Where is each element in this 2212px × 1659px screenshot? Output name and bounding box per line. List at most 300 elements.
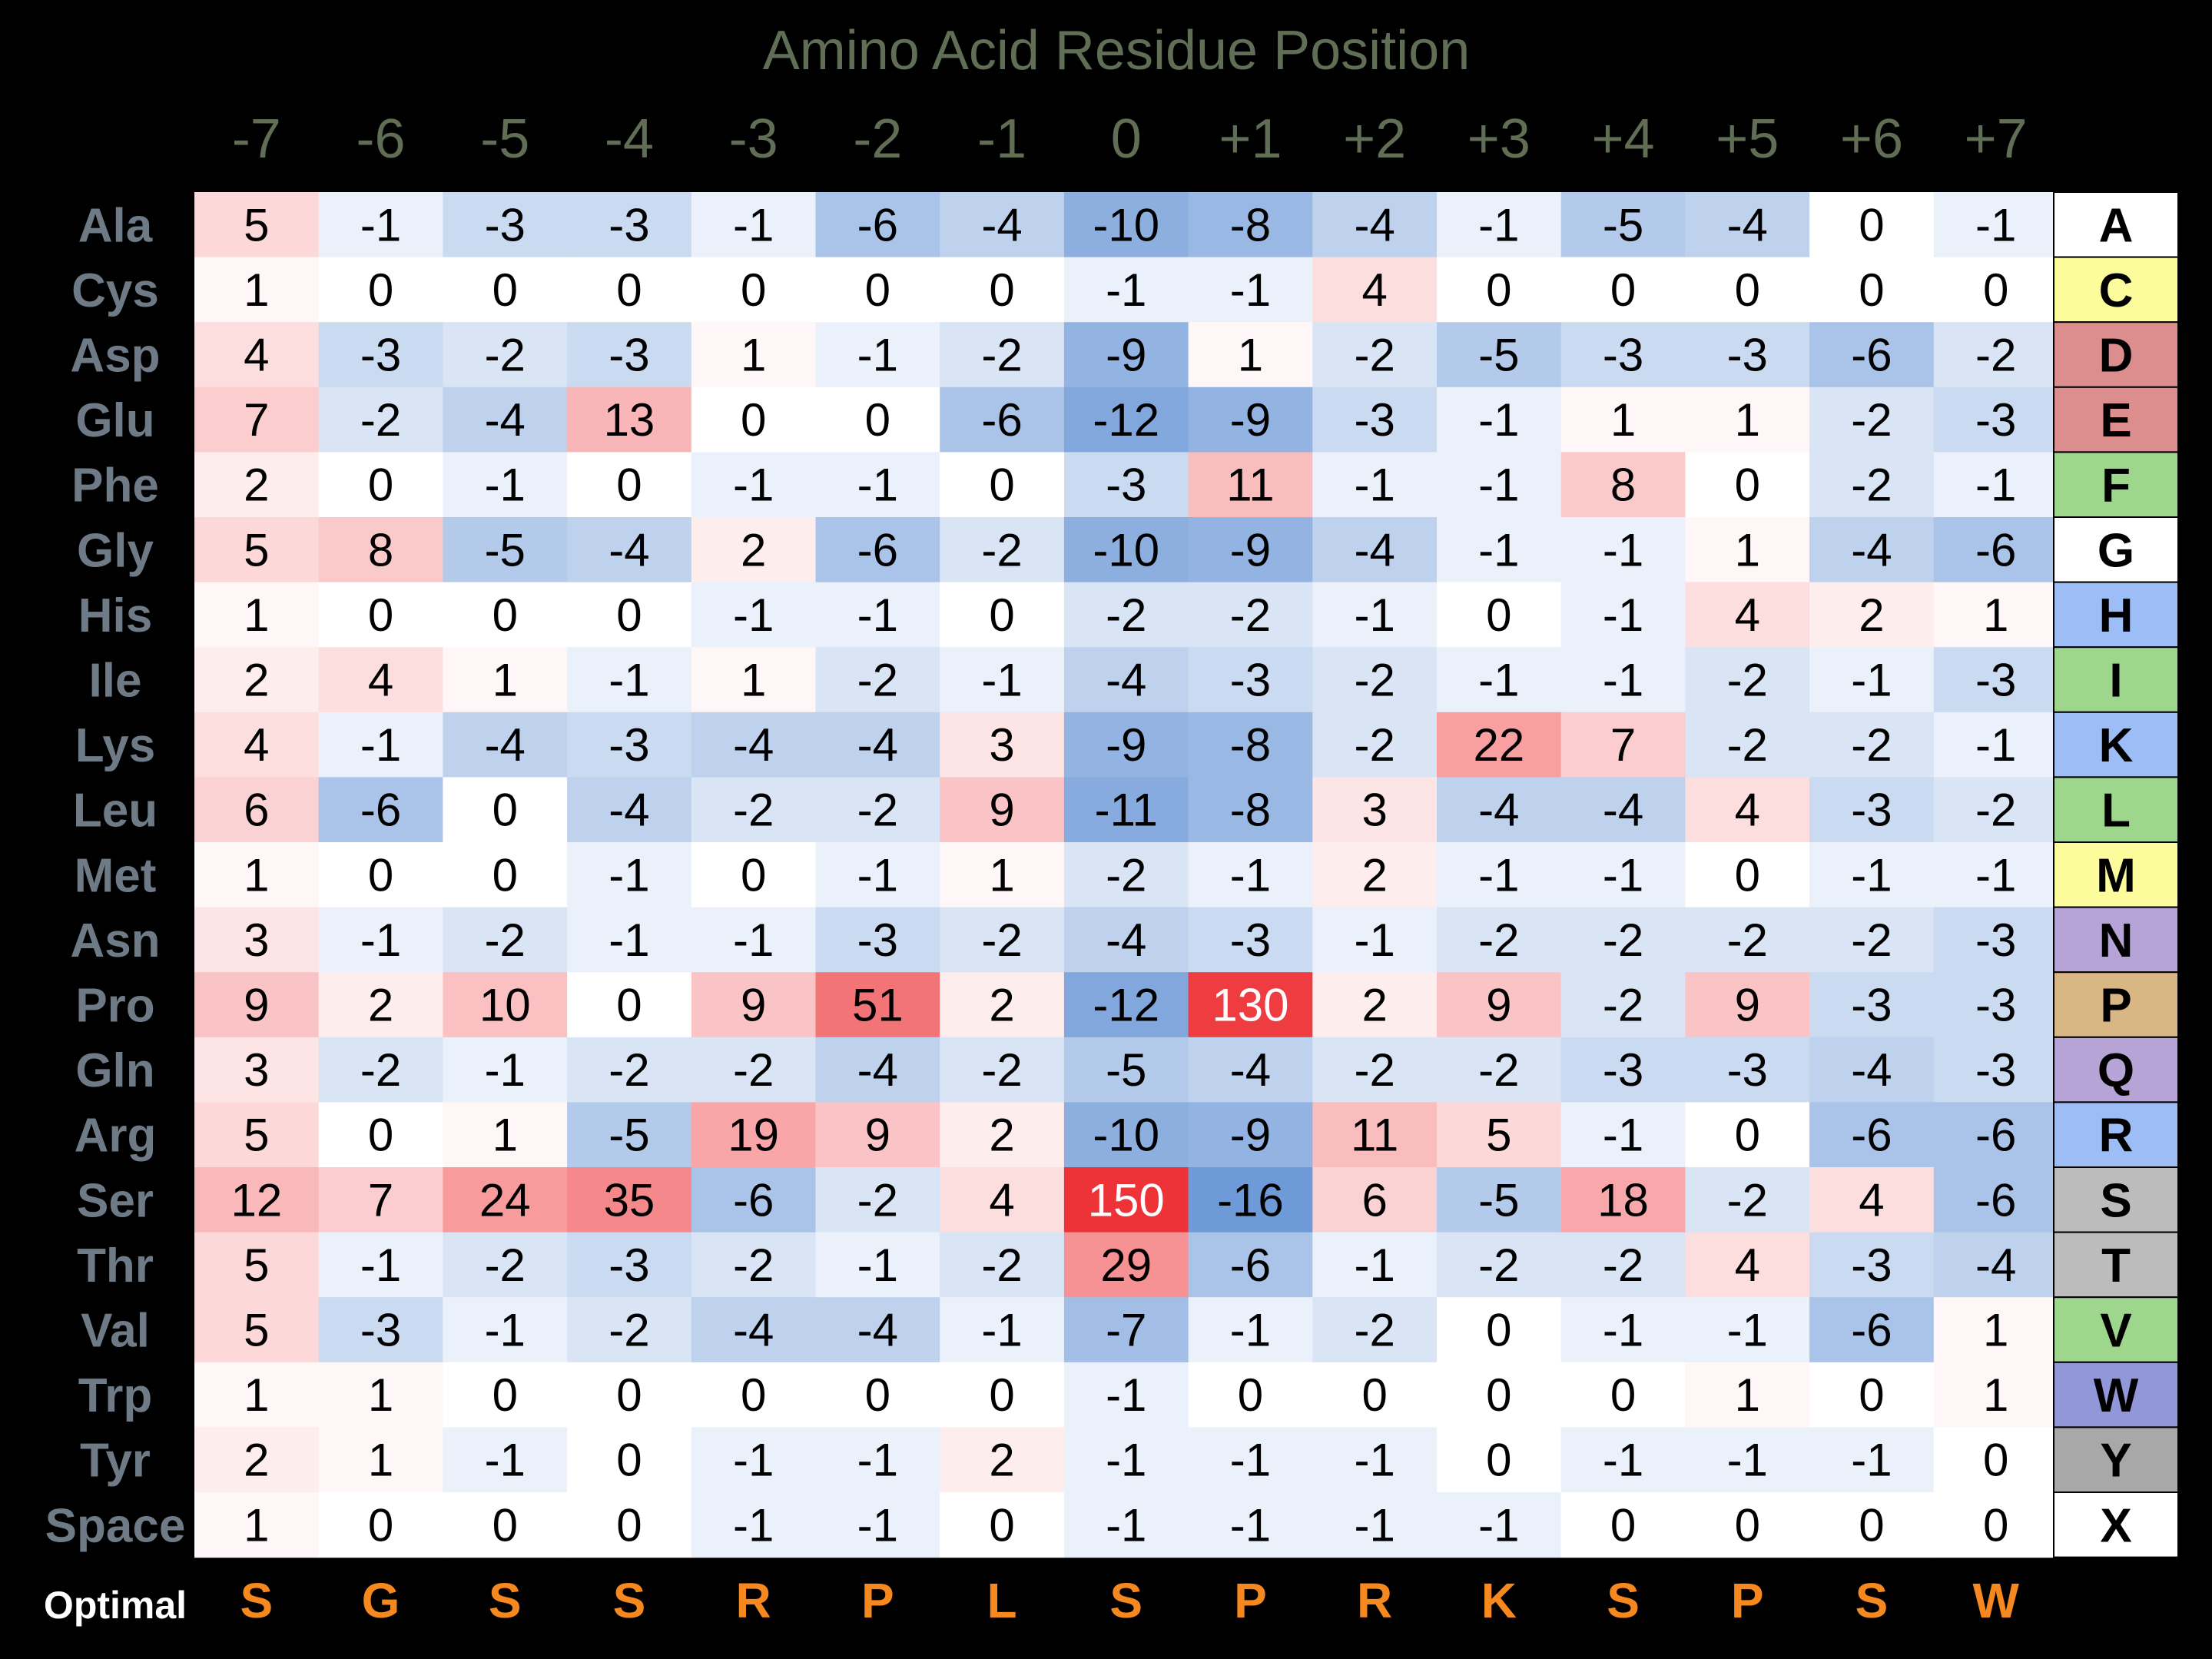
cell-value: -4 xyxy=(609,784,650,836)
cell-value: -1 xyxy=(1602,1304,1644,1356)
amino-acid-letter-column xyxy=(2054,192,2178,1558)
cell-value: -3 xyxy=(1975,914,2017,966)
cell-value: -1 xyxy=(732,459,774,511)
cell-value: 7 xyxy=(244,394,270,446)
cell-value: 0 xyxy=(492,849,518,901)
row-label: Ile xyxy=(88,654,142,708)
cell-value: 0 xyxy=(492,589,518,641)
cell-value: -1 xyxy=(360,199,402,251)
cell-value: -6 xyxy=(857,199,899,251)
column-labels xyxy=(232,108,2028,170)
cell-value: 4 xyxy=(1361,264,1388,316)
cell-value: 4 xyxy=(244,329,270,381)
cell-value: 6 xyxy=(244,784,270,836)
cell-value: 9 xyxy=(989,784,1015,836)
cell-value: -4 xyxy=(1354,199,1395,251)
cell-value: -1 xyxy=(360,719,402,771)
cell-value: 18 xyxy=(1597,1174,1649,1226)
cell-value: 0 xyxy=(989,1369,1015,1422)
cell-value: 0 xyxy=(1859,1499,1885,1551)
cell-value: 5 xyxy=(244,1109,270,1161)
cell-value: -3 xyxy=(1975,394,2017,446)
cell-value: 8 xyxy=(367,524,394,576)
cell-value: 0 xyxy=(616,459,642,511)
cell-value: -3 xyxy=(360,1304,402,1356)
cell-value: -3 xyxy=(1106,459,1147,511)
column-label: -6 xyxy=(356,108,406,170)
cell-value: -1 xyxy=(1478,654,1520,706)
cell-value: -1 xyxy=(1106,1499,1147,1551)
cell-value: -1 xyxy=(1478,849,1520,901)
cell-value: 8 xyxy=(1610,459,1637,511)
cell-value: -2 xyxy=(1726,1174,1768,1226)
row-label: Val xyxy=(81,1304,150,1358)
cell-value: -6 xyxy=(1975,1174,2017,1226)
cell-value: 2 xyxy=(989,979,1015,1031)
cell-value: 7 xyxy=(1610,719,1637,771)
cell-value: -2 xyxy=(1726,654,1768,706)
row-label: Ser xyxy=(77,1174,154,1228)
cell-value: -1 xyxy=(609,914,650,966)
cell-value: -1 xyxy=(1602,524,1644,576)
cell-value: 130 xyxy=(1212,979,1289,1031)
cell-value: 0 xyxy=(1982,1434,2009,1486)
cell-value: -1 xyxy=(1354,1434,1395,1486)
cell-value: 12 xyxy=(230,1174,283,1226)
cell-value: 4 xyxy=(1859,1174,1885,1226)
cell-value: -1 xyxy=(1229,1304,1272,1356)
cell-value: -1 xyxy=(1478,1499,1520,1551)
column-label: +1 xyxy=(1219,108,1282,170)
cell-value: -1 xyxy=(981,654,1023,706)
column-label: +3 xyxy=(1467,108,1530,170)
cell-value: -2 xyxy=(857,784,899,836)
cell-value: -10 xyxy=(1093,199,1160,251)
cell-value: -1 xyxy=(981,1304,1023,1356)
row-label: Gly xyxy=(77,524,154,578)
amino-acid-letter: G xyxy=(2097,524,2135,578)
cell-value: 4 xyxy=(367,654,394,706)
cell-value: -5 xyxy=(1602,199,1644,251)
cell-value: -2 xyxy=(484,914,526,966)
cell-value: 2 xyxy=(989,1434,1015,1486)
cell-value: 1 xyxy=(740,329,767,381)
cell-value: -1 xyxy=(484,1434,526,1486)
cell-value: 0 xyxy=(1982,1499,2009,1551)
cell-value: 1 xyxy=(1982,1369,2009,1422)
column-label: +6 xyxy=(1839,108,1903,170)
cell-value: 1 xyxy=(1734,394,1760,446)
column-label: -7 xyxy=(231,108,281,170)
cell-value: -4 xyxy=(484,394,526,446)
cell-value: -2 xyxy=(1478,1044,1520,1097)
cell-value: -2 xyxy=(857,654,899,706)
cell-value: -1 xyxy=(732,589,774,641)
cell-value: -2 xyxy=(981,1044,1023,1097)
cell-value: -4 xyxy=(1229,1044,1272,1097)
cell-value: -1 xyxy=(857,329,899,381)
cell-value: -3 xyxy=(1726,1044,1768,1097)
cell-value: -3 xyxy=(1229,914,1272,966)
cell-value: -1 xyxy=(1229,264,1272,316)
cell-value: 1 xyxy=(244,1369,270,1422)
cell-value: 0 xyxy=(740,1369,767,1422)
cell-value: -1 xyxy=(857,589,899,641)
cell-value: -1 xyxy=(1602,589,1644,641)
cell-value: -1 xyxy=(857,459,899,511)
cell-value: -1 xyxy=(484,459,526,511)
optimal-residue: S xyxy=(488,1573,522,1628)
cell-value: 0 xyxy=(1859,264,1885,316)
cell-value: -1 xyxy=(360,914,402,966)
heatmap-grid xyxy=(194,192,2058,1558)
row-label: Pro xyxy=(75,979,155,1033)
cell-value: 0 xyxy=(1610,1369,1637,1422)
cell-value: -1 xyxy=(857,1239,899,1291)
cell-value: -9 xyxy=(1229,524,1272,576)
cell-value: -4 xyxy=(1106,654,1147,706)
amino-acid-letter: N xyxy=(2098,914,2134,967)
cell-value: -1 xyxy=(1975,719,2017,771)
cell-value: 5 xyxy=(244,1304,270,1356)
cell-value: -1 xyxy=(1478,524,1520,576)
row-label: Ala xyxy=(78,199,153,253)
cell-value: -2 xyxy=(1851,719,1892,771)
cell-value: -1 xyxy=(1602,849,1644,901)
cell-value: -11 xyxy=(1094,784,1158,836)
cell-value: -2 xyxy=(1354,1304,1395,1356)
cell-value: -1 xyxy=(1975,849,2017,901)
cell-value: -2 xyxy=(1975,784,2017,836)
optimal-residue: P xyxy=(1234,1573,1267,1628)
cell-value: -4 xyxy=(1478,784,1520,836)
cell-value: 1 xyxy=(740,654,767,706)
cell-value: 0 xyxy=(1859,199,1885,251)
cell-value: 2 xyxy=(989,1109,1015,1161)
optimal-residue: K xyxy=(1481,1573,1517,1628)
cell-value: 0 xyxy=(1361,1369,1388,1422)
amino-acid-letter: V xyxy=(2100,1304,2132,1358)
cell-value: 1 xyxy=(1734,524,1760,576)
cell-value: 0 xyxy=(1859,1369,1885,1422)
cell-value: 1 xyxy=(492,1109,518,1161)
cell-value: 9 xyxy=(740,979,767,1031)
cell-value: -3 xyxy=(609,1239,650,1291)
cell-value: 0 xyxy=(1734,1499,1760,1551)
cell-value: 0 xyxy=(1486,264,1512,316)
cell-value: 1 xyxy=(244,1499,270,1551)
cell-value: 0 xyxy=(740,264,767,316)
cell-value: -1 xyxy=(1106,1369,1147,1422)
cell-value: -1 xyxy=(732,199,774,251)
cell-value: 1 xyxy=(1982,589,2009,641)
cell-value: 0 xyxy=(367,589,394,641)
cell-value: 2 xyxy=(244,654,270,706)
cell-value: -4 xyxy=(1851,1044,1892,1097)
optimal-residue: R xyxy=(735,1573,771,1628)
column-label: -5 xyxy=(480,108,530,170)
cell-value: 5 xyxy=(244,524,270,576)
cell-value: 0 xyxy=(616,979,642,1031)
cell-value: 0 xyxy=(1734,459,1760,511)
column-label: +5 xyxy=(1716,108,1779,170)
cell-value: 0 xyxy=(367,1499,394,1551)
cell-value: -1 xyxy=(1602,1434,1644,1486)
cell-value: -9 xyxy=(1106,329,1147,381)
cell-value: -3 xyxy=(1851,979,1892,1031)
cell-value: -2 xyxy=(732,1239,774,1291)
optimal-residue: L xyxy=(987,1573,1017,1628)
cell-value: 0 xyxy=(1486,1434,1512,1486)
amino-acid-letter: K xyxy=(2098,719,2134,773)
cell-value: -2 xyxy=(981,914,1023,966)
cell-value: 1 xyxy=(492,654,518,706)
cell-value: -2 xyxy=(981,329,1023,381)
cell-value: 10 xyxy=(479,979,531,1031)
cell-value: 9 xyxy=(1734,979,1760,1031)
cell-value: 1 xyxy=(244,589,270,641)
optimal-residue: G xyxy=(361,1573,400,1628)
cell-value: -1 xyxy=(1726,1304,1768,1356)
cell-value: 9 xyxy=(244,979,270,1031)
cell-value: 2 xyxy=(244,1434,270,1486)
row-label: Asp xyxy=(70,329,161,383)
cell-value: -1 xyxy=(1354,589,1395,641)
amino-acid-letter: F xyxy=(2101,459,2131,513)
cell-value: 0 xyxy=(989,589,1015,641)
cell-value: -2 xyxy=(732,784,774,836)
cell-value: 0 xyxy=(989,459,1015,511)
optimal-label: Optimal xyxy=(43,1584,187,1627)
column-label: -4 xyxy=(604,108,654,170)
cell-value: -8 xyxy=(1229,199,1272,251)
cell-value: -9 xyxy=(1229,1109,1272,1161)
cell-value: 0 xyxy=(864,394,891,446)
cell-value: -4 xyxy=(484,719,526,771)
cell-value: -2 xyxy=(1726,914,1768,966)
cell-value: -2 xyxy=(1602,914,1644,966)
cell-value: 0 xyxy=(367,1109,394,1161)
cell-value: -6 xyxy=(1851,1109,1892,1161)
cell-value: 0 xyxy=(1610,264,1637,316)
cell-value: -3 xyxy=(360,329,402,381)
cell-value: 5 xyxy=(244,1239,270,1291)
optimal-residue: S xyxy=(1855,1573,1889,1628)
cell-value: 1 xyxy=(1734,1369,1760,1422)
optimal-residue: S xyxy=(1109,1573,1143,1628)
cell-value: 0 xyxy=(367,849,394,901)
cell-value: 3 xyxy=(244,914,270,966)
cell-value: 7 xyxy=(367,1174,394,1226)
cell-value: -4 xyxy=(609,524,650,576)
row-label: Leu xyxy=(72,784,158,838)
cell-value: 1 xyxy=(1610,394,1637,446)
amino-acid-letter: T xyxy=(2101,1239,2131,1292)
cell-value: 0 xyxy=(367,459,394,511)
cell-value: -4 xyxy=(1354,524,1395,576)
cell-value: -3 xyxy=(1602,329,1644,381)
cell-value: -3 xyxy=(1726,329,1768,381)
cell-value: 0 xyxy=(1486,1369,1512,1422)
cell-value: 0 xyxy=(492,264,518,316)
cell-value: -3 xyxy=(1851,784,1892,836)
cell-value: -1 xyxy=(1478,199,1520,251)
cell-value: -1 xyxy=(484,1304,526,1356)
cell-value: -2 xyxy=(484,329,526,381)
cell-value: 2 xyxy=(1361,849,1388,901)
cell-value: 11 xyxy=(1351,1109,1399,1161)
row-label: Cys xyxy=(71,264,159,317)
cell-value: -3 xyxy=(1354,394,1395,446)
cell-value: -4 xyxy=(732,719,774,771)
cell-value: -1 xyxy=(1229,1434,1272,1486)
cell-value: -6 xyxy=(1229,1239,1272,1291)
cell-value: -6 xyxy=(981,394,1023,446)
cell-value: 0 xyxy=(1982,264,2009,316)
row-label: Glu xyxy=(75,394,155,448)
optimal-residue: S xyxy=(1607,1573,1640,1628)
cell-value: 150 xyxy=(1087,1174,1165,1226)
cell-value: -8 xyxy=(1229,784,1272,836)
cell-value: 29 xyxy=(1100,1239,1152,1291)
cell-value: -3 xyxy=(1851,1239,1892,1291)
cell-value: 3 xyxy=(989,719,1015,771)
row-label: Phe xyxy=(71,459,159,513)
optimal-residue: W xyxy=(1972,1573,2019,1628)
cell-value: -6 xyxy=(1975,524,2017,576)
cell-value: -1 xyxy=(857,1434,899,1486)
cell-value: -2 xyxy=(1478,914,1520,966)
cell-value: 0 xyxy=(1734,1109,1760,1161)
row-label: Met xyxy=(74,849,157,903)
cell-value: 2 xyxy=(244,459,270,511)
amino-acid-letter: I xyxy=(2109,654,2123,708)
cell-value: 4 xyxy=(1734,784,1760,836)
cell-value: 0 xyxy=(616,589,642,641)
amino-acid-letter: P xyxy=(2100,979,2132,1033)
cell-value: -1 xyxy=(1478,394,1520,446)
cell-value: 11 xyxy=(1226,459,1275,511)
row-label: Lys xyxy=(75,719,156,773)
cell-value: -1 xyxy=(1602,654,1644,706)
cell-value: -12 xyxy=(1093,979,1160,1031)
row-label: Thr xyxy=(77,1239,154,1292)
cell-value: 0 xyxy=(1734,264,1760,316)
cell-value: -2 xyxy=(1354,654,1395,706)
cell-value: 0 xyxy=(616,264,642,316)
cell-value: -3 xyxy=(1975,979,2017,1031)
cell-value: -3 xyxy=(857,914,899,966)
cell-value: -2 xyxy=(981,524,1023,576)
cell-value: 2 xyxy=(367,979,394,1031)
cell-value: -3 xyxy=(1975,654,2017,706)
cell-value: -1 xyxy=(1106,1434,1147,1486)
cell-value: 0 xyxy=(1237,1369,1264,1422)
cell-value: -9 xyxy=(1229,394,1272,446)
row-label: Arg xyxy=(74,1109,157,1163)
cell-value: 19 xyxy=(728,1109,780,1161)
cell-value: -7 xyxy=(1106,1304,1147,1356)
amino-acid-letter: H xyxy=(2098,589,2134,642)
cell-value: -2 xyxy=(981,1239,1023,1291)
cell-value: -1 xyxy=(857,849,899,901)
cell-value: -1 xyxy=(1602,1109,1644,1161)
cell-value: 0 xyxy=(740,394,767,446)
amino-acid-letter: R xyxy=(2098,1109,2134,1163)
amino-acid-letter: W xyxy=(2093,1369,2139,1423)
column-label: +4 xyxy=(1591,108,1655,170)
cell-value: 0 xyxy=(616,1369,642,1422)
amino-acid-letter: M xyxy=(2096,849,2136,903)
amino-acid-letter: C xyxy=(2098,264,2134,317)
row-label: Tyr xyxy=(80,1434,151,1488)
cell-value: 3 xyxy=(1361,784,1388,836)
cell-value: -4 xyxy=(857,719,899,771)
cell-value: -1 xyxy=(1354,914,1395,966)
cell-value: -6 xyxy=(1851,1304,1892,1356)
cell-value: -1 xyxy=(1478,459,1520,511)
cell-value: -2 xyxy=(1851,459,1892,511)
row-label: Asn xyxy=(70,914,161,967)
row-label: Space xyxy=(45,1499,186,1553)
column-label: 0 xyxy=(1110,108,1142,170)
cell-value: -4 xyxy=(732,1304,774,1356)
amino-acid-letter: D xyxy=(2098,329,2134,383)
cell-value: -8 xyxy=(1229,719,1272,771)
cell-value: -1 xyxy=(1975,459,2017,511)
row-label: Trp xyxy=(78,1369,153,1423)
cell-value: -1 xyxy=(732,1434,774,1486)
cell-value: -6 xyxy=(857,524,899,576)
cell-value: -2 xyxy=(360,1044,402,1097)
cell-value: -16 xyxy=(1217,1174,1284,1226)
cell-value: 0 xyxy=(740,849,767,901)
cell-value: -2 xyxy=(1354,329,1395,381)
cell-value: 35 xyxy=(603,1174,655,1226)
cell-value: -4 xyxy=(981,199,1023,251)
cell-value: -2 xyxy=(1478,1239,1520,1291)
cell-value: -2 xyxy=(609,1044,650,1097)
cell-value: 24 xyxy=(479,1174,531,1226)
cell-value: -5 xyxy=(1478,329,1520,381)
cell-value: -1 xyxy=(1106,264,1147,316)
cell-value: 9 xyxy=(1486,979,1512,1031)
cell-value: 0 xyxy=(1610,1499,1637,1551)
cell-value: -3 xyxy=(609,329,650,381)
cell-value: 13 xyxy=(603,394,655,446)
optimal-residue: P xyxy=(1730,1573,1764,1628)
cell-value: -4 xyxy=(1602,784,1644,836)
cell-value: -6 xyxy=(1975,1109,2017,1161)
optimal-residue: P xyxy=(861,1573,894,1628)
cell-value: 4 xyxy=(1734,589,1760,641)
cell-value: -1 xyxy=(1851,654,1892,706)
cell-value: 4 xyxy=(1734,1239,1760,1291)
cell-value: -1 xyxy=(1975,199,2017,251)
cell-value: 9 xyxy=(864,1109,891,1161)
cell-value: -1 xyxy=(1851,1434,1892,1486)
amino-acid-letter: S xyxy=(2100,1174,2132,1228)
cell-value: -4 xyxy=(857,1044,899,1097)
cell-value: 5 xyxy=(244,199,270,251)
cell-value: -5 xyxy=(484,524,526,576)
cell-value: -1 xyxy=(360,1239,402,1291)
amino-acid-letter: X xyxy=(2100,1499,2132,1553)
cell-value: 0 xyxy=(616,1434,642,1486)
cell-value: 0 xyxy=(864,1369,891,1422)
amino-acid-letter: Y xyxy=(2100,1434,2132,1488)
cell-value: -2 xyxy=(1726,719,1768,771)
